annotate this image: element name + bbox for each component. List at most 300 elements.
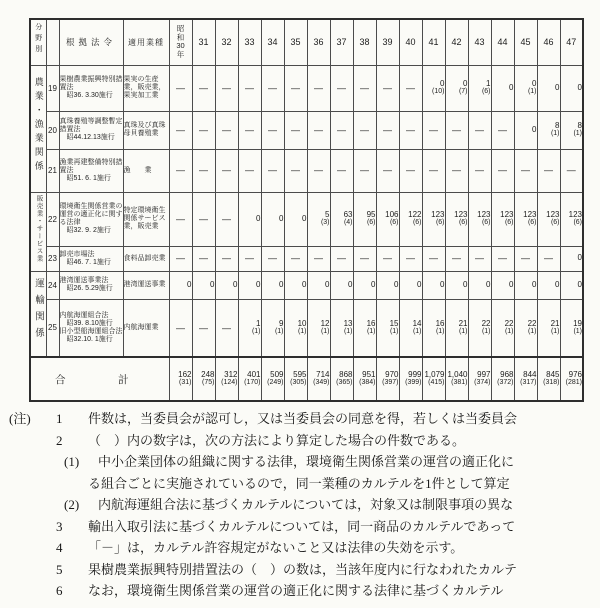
value-main: 0 bbox=[394, 279, 399, 289]
field-header bbox=[30, 19, 46, 65]
law-line: 昭39. 8.10施行 bbox=[59, 319, 113, 327]
value-paren: (6) bbox=[527, 219, 537, 227]
notes-label: (注) bbox=[9, 411, 31, 426]
value-paren: (4) bbox=[343, 219, 353, 227]
value-main: 0 bbox=[187, 279, 192, 289]
value-cell bbox=[307, 271, 330, 299]
value-cell bbox=[376, 271, 399, 299]
year-header: 33 bbox=[238, 19, 261, 65]
value-paren: (6) bbox=[412, 219, 422, 227]
value-cell bbox=[261, 271, 284, 299]
value-cell bbox=[560, 246, 583, 271]
value-cell bbox=[330, 65, 353, 111]
table-row bbox=[30, 271, 583, 299]
dash-mark: ― bbox=[406, 253, 415, 264]
value-cell bbox=[537, 192, 560, 246]
value-cell bbox=[422, 271, 445, 299]
note-line bbox=[0, 473, 600, 495]
value-cell bbox=[307, 299, 330, 357]
value-cell bbox=[399, 299, 422, 357]
value-cell bbox=[537, 111, 560, 149]
value-cell bbox=[514, 111, 537, 149]
law-cell bbox=[59, 246, 123, 271]
value-main: 123 bbox=[477, 209, 491, 219]
total-value-cell bbox=[215, 357, 238, 401]
table-row bbox=[30, 299, 583, 357]
dash-mark: ― bbox=[521, 165, 530, 176]
value-cell bbox=[192, 111, 215, 149]
value-paren: (1) bbox=[251, 328, 261, 335]
year-header-part: 昭 bbox=[176, 24, 185, 34]
dash-mark: ― bbox=[498, 253, 507, 264]
value-cell bbox=[192, 192, 215, 246]
value-paren: (6) bbox=[366, 219, 376, 227]
dash-mark: ― bbox=[268, 124, 277, 135]
note-number: 6 bbox=[56, 583, 63, 598]
value-main: 12 bbox=[320, 318, 330, 328]
dash-mark: ― bbox=[383, 82, 392, 93]
note-line bbox=[0, 408, 600, 430]
value-paren: (3) bbox=[320, 219, 330, 227]
table-row bbox=[30, 192, 583, 246]
year-header: 46 bbox=[537, 19, 560, 65]
value-paren: (6) bbox=[481, 88, 491, 96]
total-value-cell bbox=[399, 357, 422, 401]
value-paren: (1) bbox=[504, 328, 514, 335]
value-cell bbox=[353, 246, 376, 271]
law-line: 昭51. 6. 1施行 bbox=[59, 174, 111, 182]
value-cell bbox=[353, 149, 376, 192]
value-cell bbox=[261, 246, 284, 271]
dash-mark: ― bbox=[199, 82, 208, 93]
law-line: 昭46. 7. 1施行 bbox=[59, 258, 111, 266]
value-main: 714 bbox=[316, 369, 330, 379]
value-main: 0 bbox=[532, 279, 537, 289]
category-cell bbox=[30, 271, 46, 357]
value-main: 10 bbox=[297, 318, 307, 328]
total-label-char: 計 bbox=[118, 373, 129, 386]
value-main: 0 bbox=[279, 279, 284, 289]
value-main: 16 bbox=[366, 318, 376, 328]
law-line: 昭26. 5.29施行 bbox=[59, 285, 113, 292]
value-cell bbox=[445, 149, 468, 192]
value-paren: (1) bbox=[366, 328, 376, 335]
dash-mark: ― bbox=[498, 165, 507, 176]
value-paren: (1) bbox=[320, 328, 330, 335]
value-paren: (1) bbox=[297, 328, 307, 335]
value-cell bbox=[353, 65, 376, 111]
value-main: 312 bbox=[224, 369, 238, 379]
value-paren: (1) bbox=[527, 88, 537, 96]
value-paren: (281) bbox=[565, 379, 582, 387]
year-header-part: 30 bbox=[176, 41, 185, 51]
value-main: 0 bbox=[555, 82, 560, 92]
value-cell bbox=[169, 271, 192, 299]
value-cell bbox=[261, 149, 284, 192]
value-paren: (381) bbox=[451, 379, 468, 387]
dash-mark: ― bbox=[452, 165, 461, 176]
value-cell bbox=[399, 192, 422, 246]
value-cell bbox=[514, 192, 537, 246]
value-main: 0 bbox=[256, 213, 261, 223]
value-cell bbox=[537, 271, 560, 299]
total-value-cell bbox=[491, 357, 514, 401]
note-line bbox=[0, 516, 600, 538]
value-cell bbox=[330, 149, 353, 192]
value-paren: (1) bbox=[573, 130, 582, 138]
dash-mark: ― bbox=[199, 124, 208, 135]
value-main: 595 bbox=[293, 369, 307, 379]
industry-header: 適用業種 bbox=[123, 19, 169, 65]
value-paren: (6) bbox=[435, 219, 445, 227]
note-text: 内航海運組合法に基づくカルテルについては，対象又は制限事項の異な bbox=[98, 497, 514, 512]
year-header: 42 bbox=[445, 19, 468, 65]
value-cell bbox=[284, 65, 307, 111]
dash-mark: ― bbox=[566, 165, 576, 176]
value-paren: (318) bbox=[543, 379, 560, 387]
dash-mark: ― bbox=[176, 322, 185, 333]
dash-mark: ― bbox=[383, 253, 392, 264]
dash-mark: ― bbox=[314, 165, 323, 176]
value-cell bbox=[514, 271, 537, 299]
value-cell bbox=[514, 246, 537, 271]
law-cell bbox=[59, 299, 123, 357]
dash-mark: ― bbox=[222, 82, 231, 93]
value-cell bbox=[215, 271, 238, 299]
year-header: 39 bbox=[376, 19, 399, 65]
year-header: 40 bbox=[399, 19, 422, 65]
value-cell bbox=[399, 271, 422, 299]
total-value-cell bbox=[192, 357, 215, 401]
dash-mark: ― bbox=[337, 253, 346, 264]
value-main: 123 bbox=[500, 209, 514, 219]
value-main: 95 bbox=[366, 209, 376, 219]
value-cell bbox=[169, 111, 192, 149]
value-paren: (374) bbox=[474, 379, 491, 387]
year-header: 43 bbox=[468, 19, 491, 65]
dash-mark: ― bbox=[222, 322, 231, 333]
note-line bbox=[0, 430, 600, 452]
value-main: 0 bbox=[348, 279, 353, 289]
value-cell bbox=[238, 192, 261, 246]
value-main: 0 bbox=[532, 78, 537, 88]
dash-mark: ― bbox=[199, 322, 208, 333]
category-label: 運輸関係 bbox=[33, 278, 44, 345]
value-paren: (1) bbox=[573, 328, 582, 335]
total-label-text bbox=[31, 372, 169, 387]
value-paren: (6) bbox=[550, 219, 560, 227]
row-number: 20 bbox=[46, 111, 59, 149]
value-main: 1 bbox=[486, 78, 491, 88]
value-main: 0 bbox=[577, 279, 582, 289]
law-line: 昭44.12.13施行 bbox=[59, 134, 115, 141]
value-main: 0 bbox=[509, 279, 514, 289]
year-header bbox=[169, 19, 192, 65]
value-main: 122 bbox=[408, 209, 422, 219]
value-cell bbox=[284, 149, 307, 192]
note-text: 果樹農業振興特別措置法の（ ）の数は，当該年度内に行なわれたカルテ bbox=[88, 561, 518, 577]
value-cell bbox=[261, 65, 284, 111]
value-paren: (1) bbox=[343, 328, 353, 335]
value-cell bbox=[307, 111, 330, 149]
dash-mark: ― bbox=[176, 253, 185, 264]
total-label bbox=[30, 357, 169, 401]
total-value-cell bbox=[376, 357, 399, 401]
value-paren: (1) bbox=[389, 328, 399, 335]
value-cell bbox=[376, 149, 399, 192]
value-paren: (124) bbox=[221, 379, 238, 387]
value-cell bbox=[238, 299, 261, 357]
value-main: 976 bbox=[568, 369, 582, 379]
dash-mark: ― bbox=[291, 253, 300, 264]
value-main: 63 bbox=[343, 209, 353, 219]
value-cell bbox=[261, 111, 284, 149]
value-main: 0 bbox=[463, 78, 468, 88]
year-header: 41 bbox=[422, 19, 445, 65]
industry-cell: 果実の生産業，販売業，果実加工業 bbox=[123, 65, 169, 111]
dash-mark: ― bbox=[291, 82, 300, 93]
industry-cell: 特定環境衛生関係サービス業，販売業 bbox=[123, 192, 169, 246]
dash-mark: ― bbox=[429, 124, 438, 135]
value-cell bbox=[192, 271, 215, 299]
value-cell bbox=[376, 111, 399, 149]
dash-mark: ― bbox=[291, 165, 300, 176]
value-cell bbox=[353, 192, 376, 246]
table-row bbox=[30, 111, 583, 149]
value-cell bbox=[491, 246, 514, 271]
value-main: 22 bbox=[504, 318, 514, 328]
note-text: （ ）内の数字は，次の方法により算定した場合の件数である。 bbox=[88, 432, 466, 448]
law-cell bbox=[59, 149, 123, 192]
note-number: (2) bbox=[64, 497, 80, 512]
dash-mark: ― bbox=[544, 253, 553, 264]
dash-mark: ― bbox=[452, 124, 461, 135]
table-header-row bbox=[30, 19, 583, 65]
dash-mark: ― bbox=[314, 124, 323, 135]
value-cell bbox=[353, 111, 376, 149]
table-row bbox=[30, 246, 583, 271]
dash-mark: ― bbox=[475, 165, 484, 176]
value-cell bbox=[468, 192, 491, 246]
note-number: 2 bbox=[56, 432, 63, 448]
total-value-cell bbox=[284, 357, 307, 401]
notes bbox=[0, 408, 600, 602]
total-value-cell bbox=[238, 357, 261, 401]
year-header: 45 bbox=[514, 19, 537, 65]
value-cell bbox=[514, 299, 537, 357]
value-paren: (7) bbox=[458, 88, 468, 96]
value-paren: (6) bbox=[504, 219, 514, 227]
value-paren: (6) bbox=[389, 219, 399, 227]
dash-mark: ― bbox=[360, 165, 369, 176]
value-cell bbox=[422, 299, 445, 357]
value-cell bbox=[307, 149, 330, 192]
year-header: 34 bbox=[261, 19, 284, 65]
row-number: 23 bbox=[46, 246, 59, 271]
note-text: 中小企業団体の組織に関する法律，環境衛生関係営業の運営の適正化に bbox=[98, 454, 515, 469]
table-row bbox=[30, 65, 583, 111]
value-cell bbox=[169, 299, 192, 357]
value-cell bbox=[468, 111, 491, 149]
value-cell bbox=[445, 111, 468, 149]
value-main: 106 bbox=[385, 209, 399, 219]
value-cell bbox=[445, 246, 468, 271]
dash-mark: ― bbox=[222, 213, 231, 224]
cartel-table bbox=[29, 18, 584, 402]
value-cell bbox=[445, 299, 468, 357]
dash-mark: ― bbox=[245, 82, 254, 93]
value-main: 401 bbox=[247, 369, 261, 379]
dash-mark: ― bbox=[222, 253, 231, 264]
value-cell bbox=[422, 149, 445, 192]
year-header: 44 bbox=[491, 19, 514, 65]
industry-cell: 港湾運送事業 bbox=[123, 271, 169, 299]
value-paren: (249) bbox=[267, 379, 284, 387]
dash-mark: ― bbox=[429, 253, 438, 264]
dash-mark: ― bbox=[268, 82, 277, 93]
value-main: 162 bbox=[178, 369, 192, 379]
value-cell bbox=[215, 149, 238, 192]
value-main: 0 bbox=[302, 213, 307, 223]
value-cell bbox=[514, 65, 537, 111]
value-cell bbox=[238, 65, 261, 111]
dash-mark: ― bbox=[176, 213, 185, 224]
dash-mark: ― bbox=[475, 253, 484, 264]
value-paren: (365) bbox=[336, 379, 353, 387]
law-line: 果樹農業振興特別措置法 bbox=[59, 76, 123, 91]
total-value-cell bbox=[514, 357, 537, 401]
total-value-cell bbox=[560, 357, 583, 401]
value-main: 1,040 bbox=[447, 369, 468, 379]
value-main: 15 bbox=[389, 318, 399, 328]
value-cell bbox=[560, 111, 583, 149]
industry-cell: 食料品卸売業 bbox=[123, 246, 169, 271]
value-cell bbox=[376, 246, 399, 271]
dash-mark: ― bbox=[245, 165, 254, 176]
law-line: 環境衛生関係営業の運営の適正化に関する法律 bbox=[59, 203, 123, 226]
law-line: 卸売市場法 bbox=[59, 250, 95, 258]
value-main: 123 bbox=[546, 209, 560, 219]
value-main: 0 bbox=[210, 279, 215, 289]
value-cell bbox=[330, 192, 353, 246]
value-paren: (170) bbox=[244, 379, 261, 387]
total-value-cell bbox=[169, 357, 192, 401]
industry-cell: 漁 業 bbox=[123, 149, 169, 192]
total-label-char: 合 bbox=[55, 373, 66, 386]
value-cell bbox=[491, 65, 514, 111]
value-main: 13 bbox=[343, 318, 353, 328]
dash-mark: ― bbox=[199, 213, 208, 224]
dash-mark: ― bbox=[199, 253, 208, 264]
value-main: 248 bbox=[201, 369, 215, 379]
year-header: 37 bbox=[330, 19, 353, 65]
dash-mark: ― bbox=[452, 253, 461, 264]
value-main: 16 bbox=[435, 318, 445, 328]
law-cell bbox=[59, 192, 123, 246]
total-value-cell bbox=[330, 357, 353, 401]
year-header: 32 bbox=[215, 19, 238, 65]
total-value-cell bbox=[261, 357, 284, 401]
total-row bbox=[30, 357, 583, 401]
dash-mark: ― bbox=[383, 165, 392, 176]
industry-cell: 内航海運業 bbox=[123, 299, 169, 357]
category-cell bbox=[30, 65, 46, 192]
value-paren: (6) bbox=[458, 219, 468, 227]
total-value-cell bbox=[353, 357, 376, 401]
value-cell bbox=[399, 111, 422, 149]
table-row bbox=[30, 149, 583, 192]
category-label: 農業・漁業関係 bbox=[33, 77, 44, 175]
value-cell bbox=[560, 192, 583, 246]
value-cell bbox=[330, 246, 353, 271]
dash-mark: ― bbox=[222, 165, 231, 176]
value-cell bbox=[422, 192, 445, 246]
dash-mark: ― bbox=[245, 253, 254, 264]
value-cell bbox=[468, 65, 491, 111]
value-paren: (415) bbox=[428, 379, 445, 387]
value-cell bbox=[169, 65, 192, 111]
law-cell bbox=[59, 65, 123, 111]
value-main: 22 bbox=[481, 318, 491, 328]
value-main: 123 bbox=[568, 209, 582, 219]
year-header: 31 bbox=[192, 19, 215, 65]
dash-mark: ― bbox=[268, 165, 277, 176]
value-cell bbox=[215, 299, 238, 357]
law-line: 内航海運組合法 bbox=[59, 311, 109, 319]
value-cell bbox=[560, 149, 583, 192]
value-paren: (1) bbox=[458, 328, 468, 335]
value-cell bbox=[537, 246, 560, 271]
value-cell bbox=[537, 65, 560, 111]
value-main: 0 bbox=[325, 279, 330, 289]
law-line: 昭32.10. 1施行 bbox=[59, 335, 113, 343]
category-cell bbox=[30, 192, 46, 271]
total-value-cell bbox=[445, 357, 468, 401]
row-number: 24 bbox=[46, 271, 59, 299]
value-main: 123 bbox=[523, 209, 537, 219]
value-main: 21 bbox=[458, 318, 468, 328]
dash-mark: ― bbox=[337, 124, 346, 135]
dash-mark: ― bbox=[222, 124, 231, 135]
value-paren: (1) bbox=[274, 328, 284, 335]
value-paren: (305) bbox=[290, 379, 307, 387]
value-cell bbox=[192, 149, 215, 192]
value-main: 0 bbox=[577, 253, 582, 263]
value-cell bbox=[169, 149, 192, 192]
dash-mark: ― bbox=[268, 253, 277, 264]
value-cell bbox=[284, 299, 307, 357]
value-main: 0 bbox=[417, 279, 422, 289]
note-text: 「－」は，カルテル許容規定がないこと又は法律の失効を示す。 bbox=[88, 540, 464, 555]
total-value-cell bbox=[537, 357, 560, 401]
note-text: 輸出入取引法に基づくカルテルについては，同一商品のカルテルであって bbox=[88, 518, 516, 534]
value-paren: (10) bbox=[432, 88, 445, 96]
total-value-cell bbox=[307, 357, 330, 401]
dash-mark: ― bbox=[337, 165, 346, 176]
note-line bbox=[0, 494, 600, 516]
value-main: 509 bbox=[270, 369, 284, 379]
year-header-part: 和 bbox=[176, 32, 185, 42]
law-header: 根拠法令 bbox=[59, 19, 123, 65]
note-number: (1) bbox=[64, 454, 80, 469]
value-cell bbox=[330, 299, 353, 357]
value-cell bbox=[376, 192, 399, 246]
notes-lines bbox=[0, 408, 600, 602]
value-main: 0 bbox=[486, 279, 491, 289]
dash-mark: ― bbox=[291, 124, 300, 135]
value-main: 968 bbox=[500, 369, 514, 379]
value-main: 1 bbox=[256, 318, 261, 328]
